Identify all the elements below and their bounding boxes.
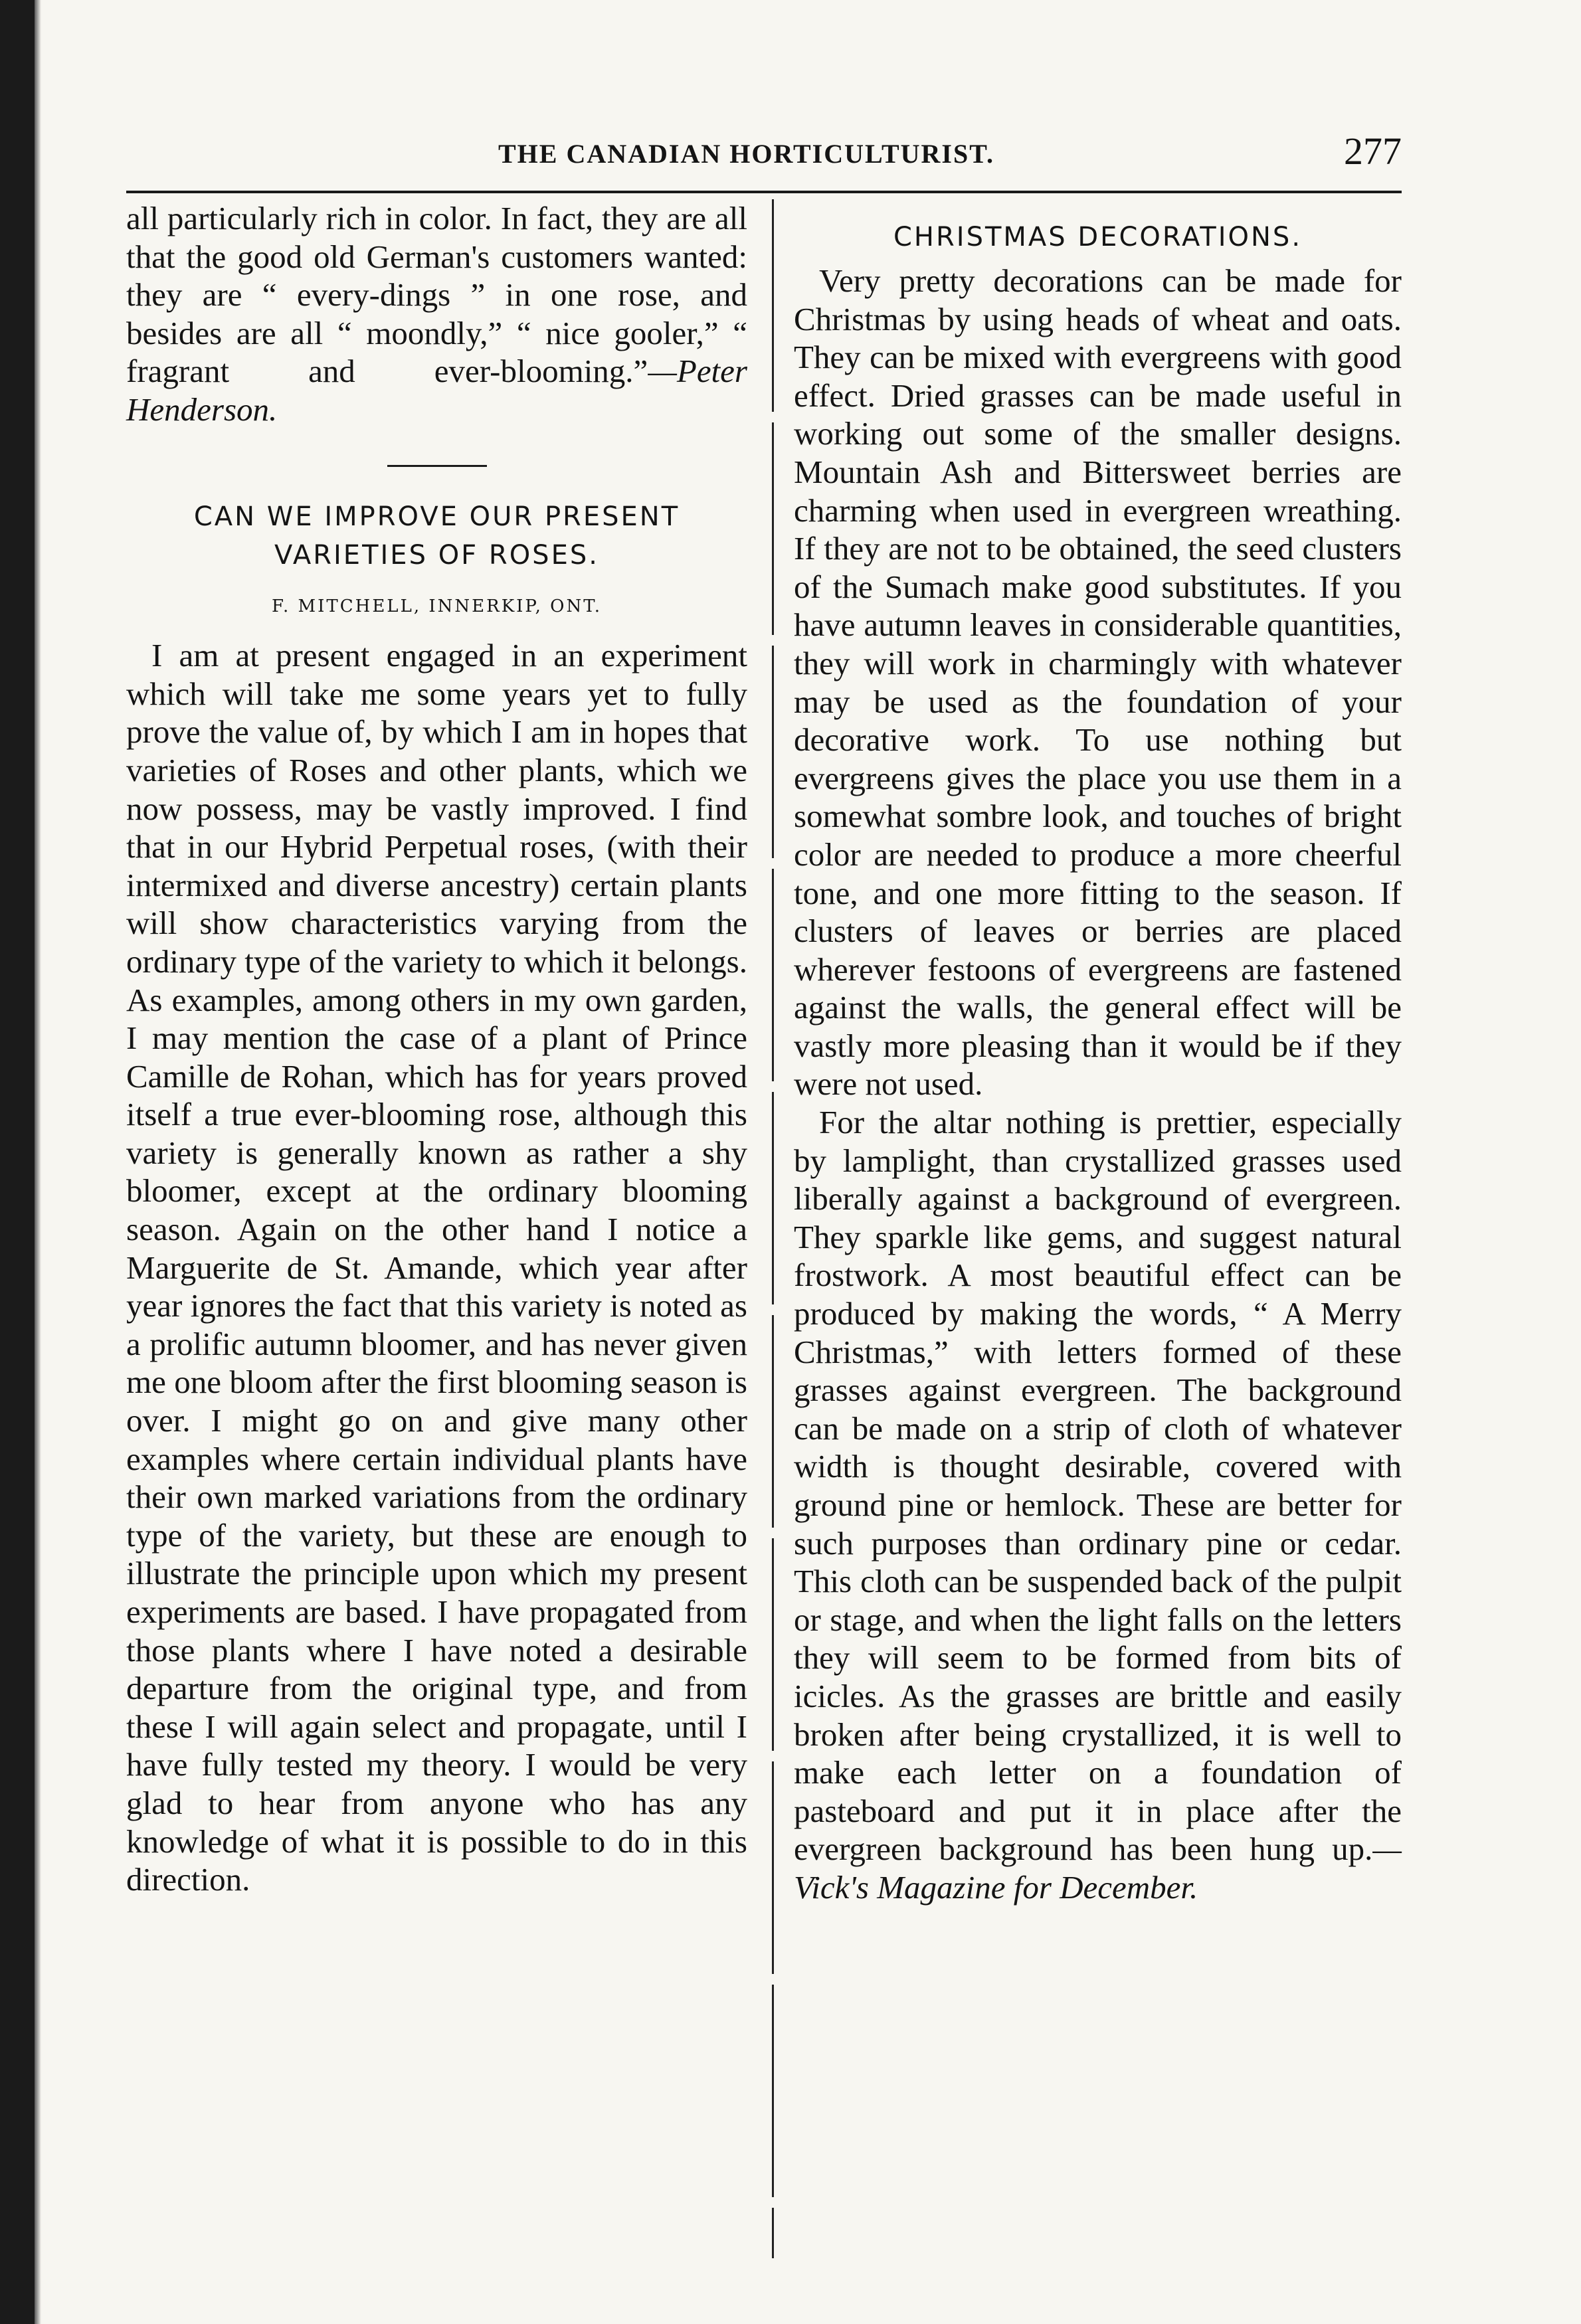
right-column: [794, 199, 1402, 1907]
christmas-paragraph-2: [794, 1103, 1402, 1906]
christmas-paragraph-2-text: For the altar nothing is prettier, especially by lamplight, than crystallized grasses used liberally against a background of evergreen. They sparkle like gems, and suggest natural frostwork. A most beautiful effect can be produced by making the words, “ A Merry Christmas,” with letters formed of these grasses against evergreen. The background can be made on a strip of cloth of whatever width is thought desirable, covered with ground pine or hemlock. These are better for such purposes than ordinary pine or cedar. This cloth can be suspended back of the pulpit or stage, and when the light falls on the letters they will seem to be formed from bits of icicles. As the grasses are brittle and easily broken after being crystallized, it is well to make each letter on a foundation of pasteboard and put it in place after the evergreen background has been hung up.: [794, 1104, 1402, 1868]
column-divider: [772, 199, 774, 2258]
article-body-roses: I am at present engaged in an experiment which will take me some years yet to fully prove the value of, by which I am in hopes that varieties of Roses and other plants, which we now possess, may be vastly improved. I find that in our Hybrid Perpetual roses, (with their intermixed and diverse ancestry) certain plants will show characteristics varying from the ordinary type of the variety to which it belongs. As examples, among others in my own garden, I may mention the case of a plant of Prince Camille de Rohan, which has for years proved itself a true ever-blooming rose, although this variety is generally known as rather a shy bloomer, except at the ordinary blooming season. Again on the other hand I notice a Marguerite de St. Amande, which year after year ignores the fact that this variety is noted as a prolific autumn bloomer, and has never given me one bloom after the first blooming season is over. I might go on and give many other examples where certain individual plants have their own marked variations from the ordinary type of the variety, but these are enough to illustrate the principle upon which my present experiments are based. I have propagated from those plants where I have noted a desirable departure from the original type, and from these I will again select and propagate, until I have fully tested my theory. I would be very glad to hear from anyone who has any knowledge of what it is possible to do in this direction.: [126, 637, 747, 1898]
section-separator-rule: [387, 465, 487, 467]
continued-signature: —Peter Henderson.: [126, 353, 747, 428]
christmas-signature: —Vick's Magazine for December.: [794, 1831, 1402, 1906]
continued-paragraph-text: all particularly rich in color. In fact, they are all that the good old German's customers wanted: they are “ every-dings ” in one rose, and besides are all “ moondly,” “ nice gooler,” “ fragrant and ever-blooming.”: [126, 200, 747, 390]
continued-paragraph: [126, 199, 747, 429]
article-title-christmas: CHRISTMAS DECORATIONS.: [893, 222, 1303, 252]
left-column: [126, 199, 747, 1899]
page-binding-edge: [0, 0, 35, 2324]
header-rule: [126, 191, 1402, 193]
article-byline: F. MITCHELL, INNERKIP, ONT.: [272, 596, 602, 616]
running-head: THE CANADIAN HORTICULTURIST.: [498, 139, 994, 169]
page-number: 277: [1344, 130, 1402, 173]
christmas-paragraph-1: Very pretty decorations can be made for Christmas by using heads of wheat and oats. They can be mixed with evergreens with good effect. Dried grasses can be made useful in working out some of the smaller designs. Mountain Ash and Bittersweet berries are charming when used in evergreen wreathing. If they are not to be obtained, the seed clusters of the Sumach make good substitutes. If you have autumn leaves in considerable quantities, they will work in charmingly with whatever may be used as the foundation of your decorative work. To use nothing but evergreens gives the place you use them in a somewhat sombre look, and touches of bright color are needed to produce a more cheerful tone, and one more fitting to the season. If clusters of leaves or berries are placed wherever festoons of evergreens are fastened against the walls, the general effect will be vastly more pleasing than it would be if they were not used.: [794, 262, 1402, 1103]
page-header: [126, 126, 1402, 179]
article-title-roses: CAN WE IMPROVE OUR PRESENT VARIETIES OF ROSES.: [193, 501, 680, 571]
